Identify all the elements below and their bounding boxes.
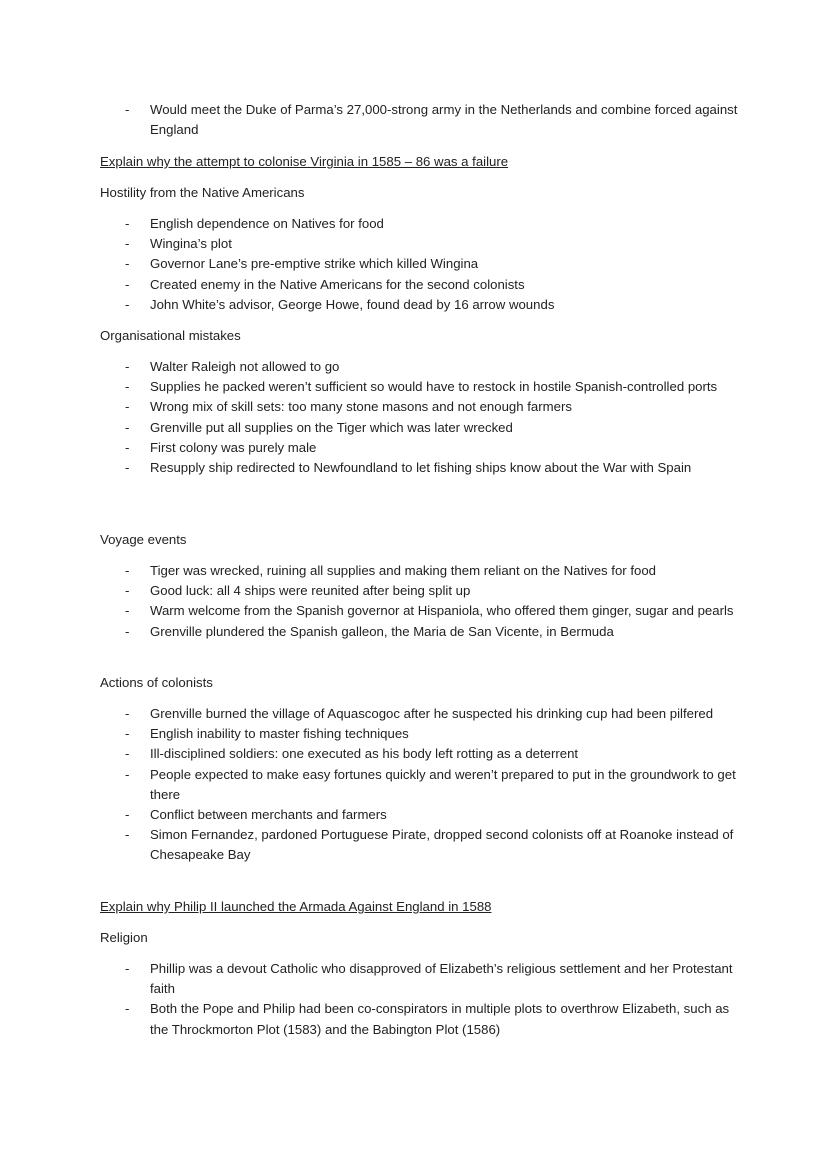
list-item — [100, 744, 740, 764]
subheading-text: Voyage events — [100, 532, 187, 547]
list-item-text: Wingina’s plot — [150, 236, 232, 252]
list-item-text: Simon Fernandez, pardoned Portuguese Pirate, dropped second colonists off at Roanoke instead of Chesapeake Bay — [150, 827, 734, 863]
list-item-text: Grenville burned the village of Aquascogoc after he suspected his drinking cup had been pilfered — [150, 706, 714, 721]
dash-bullet: - — [125, 603, 130, 619]
bullet-list-organisational-mistakes — [100, 357, 740, 478]
dash-bullet: - — [125, 460, 130, 476]
list-item — [100, 254, 740, 274]
list-item — [100, 295, 740, 315]
subheading-text: Actions of colonists — [100, 675, 213, 690]
dash-bullet: - — [125, 216, 130, 231]
subheading-voyage-events — [100, 530, 740, 550]
dash-bullet: - — [125, 706, 130, 721]
list-item-text: Phillip was a devout Catholic who disapproved of Elizabeth’s religious settlement and her Protestant faith — [150, 961, 733, 997]
bullet-list-armada-plan — [100, 100, 740, 140]
list-item-text: Governor Lane’s pre-emptive strike which killed Wingina — [150, 256, 479, 272]
dash-bullet: - — [125, 961, 130, 976]
section-heading-virginia — [100, 152, 740, 172]
list-item-text: Tiger was wrecked, ruining all supplies and making them reliant on the Natives for food — [150, 563, 657, 578]
list-item — [100, 825, 740, 865]
dash-bullet: - — [125, 807, 130, 823]
list-item — [100, 561, 740, 581]
list-item — [100, 959, 740, 999]
list-item-text: English inability to master fishing techniques — [150, 726, 409, 742]
list-item-text: Warm welcome from the Spanish governor at Hispaniola, who offered them ginger, sugar and pearls — [150, 603, 734, 619]
list-item-text: Ill-disciplined soldiers: one executed as his body left rotting as a deterrent — [150, 746, 579, 762]
dash-bullet: - — [125, 236, 130, 252]
list-item-text: Wrong mix of skill sets: too many stone masons and not enough farmers — [150, 399, 572, 415]
list-item-text: Walter Raleigh not allowed to go — [150, 359, 340, 374]
section-heading-text: Explain why the attempt to colonise Virginia in 1585 – 86 was a failure — [100, 154, 509, 169]
list-item — [100, 214, 740, 234]
dash-bullet: - — [125, 399, 130, 415]
list-item — [100, 275, 740, 295]
list-item-text: Created enemy in the Native Americans for the second colonists — [150, 276, 525, 292]
subheading-text: Hostility from the Native Americans — [100, 185, 305, 200]
dash-bullet: - — [125, 563, 130, 578]
bullet-list-hostility — [100, 214, 740, 315]
list-item-text: Good luck: all 4 ships were reunited after being split up — [150, 583, 471, 599]
list-item-text: First colony was purely male — [150, 439, 317, 455]
list-item-text: Both the Pope and Philip had been co-conspirators in multiple plots to overthrow Elizabeth, such as the Throckmorton Plot (1583) and the Babington Plot (1586) — [150, 1001, 730, 1037]
list-item-text: Grenville put all supplies on the Tiger which was later wrecked — [150, 419, 513, 435]
subheading-actions-of-colonists — [100, 673, 740, 693]
list-item-text: Would meet the Duke of Parma’s 27,000-strong army in the Netherlands and combine forced against England — [150, 102, 738, 138]
dash-bullet: - — [125, 746, 130, 762]
list-item-text: Conflict between merchants and farmers — [150, 807, 387, 823]
dash-bullet: - — [125, 827, 130, 843]
list-item — [100, 765, 740, 805]
list-item — [100, 622, 740, 642]
list-item-text: John White’s advisor, George Howe, found dead by 16 arrow wounds — [150, 296, 555, 312]
dash-bullet: - — [125, 296, 130, 312]
list-item — [100, 601, 740, 621]
list-item — [100, 458, 740, 478]
subheading-hostility — [100, 183, 740, 203]
dash-bullet: - — [125, 379, 130, 395]
list-item — [100, 397, 740, 417]
subheading-religion — [100, 928, 740, 948]
list-item — [100, 100, 740, 140]
list-item — [100, 357, 740, 377]
list-item — [100, 234, 740, 254]
dash-bullet: - — [125, 726, 130, 742]
dash-bullet: - — [125, 623, 130, 639]
list-item — [100, 418, 740, 438]
bullet-list-voyage-events — [100, 561, 740, 642]
list-item-text: Resupply ship redirected to Newfoundland to let fishing ships know about the War with Spain — [150, 460, 692, 476]
section-heading-text: Explain why Philip II launched the Armada Against England in 1588 — [100, 899, 492, 914]
dash-bullet: - — [125, 276, 130, 292]
bullet-list-religion — [100, 959, 740, 1040]
dash-bullet: - — [125, 439, 130, 455]
list-item — [100, 805, 740, 825]
subheading-organisational-mistakes — [100, 326, 740, 346]
list-item-text: English dependence on Natives for food — [150, 216, 384, 231]
subheading-text: Religion — [100, 930, 148, 945]
list-item — [100, 704, 740, 724]
list-item — [100, 377, 740, 397]
bullet-list-actions-of-colonists — [100, 704, 740, 866]
subheading-text: Organisational mistakes — [100, 328, 241, 343]
dash-bullet: - — [125, 766, 130, 782]
list-item — [100, 999, 740, 1039]
dash-bullet: - — [125, 419, 130, 435]
dash-bullet: - — [125, 102, 130, 117]
dash-bullet: - — [125, 1001, 130, 1017]
section-heading-armada — [100, 897, 740, 917]
list-item-text: People expected to make easy fortunes quickly and weren’t prepared to put in the groundwork to get there — [150, 766, 736, 802]
dash-bullet: - — [125, 359, 130, 374]
list-item-text: Grenville plundered the Spanish galleon, the Maria de San Vicente, in Bermuda — [150, 623, 614, 639]
dash-bullet: - — [125, 256, 130, 272]
dash-bullet: - — [125, 583, 130, 599]
list-item — [100, 581, 740, 601]
list-item — [100, 438, 740, 458]
list-item-text: Supplies he packed weren’t sufficient so would have to restock in hostile Spanish-controlled ports — [150, 379, 718, 395]
list-item — [100, 724, 740, 744]
